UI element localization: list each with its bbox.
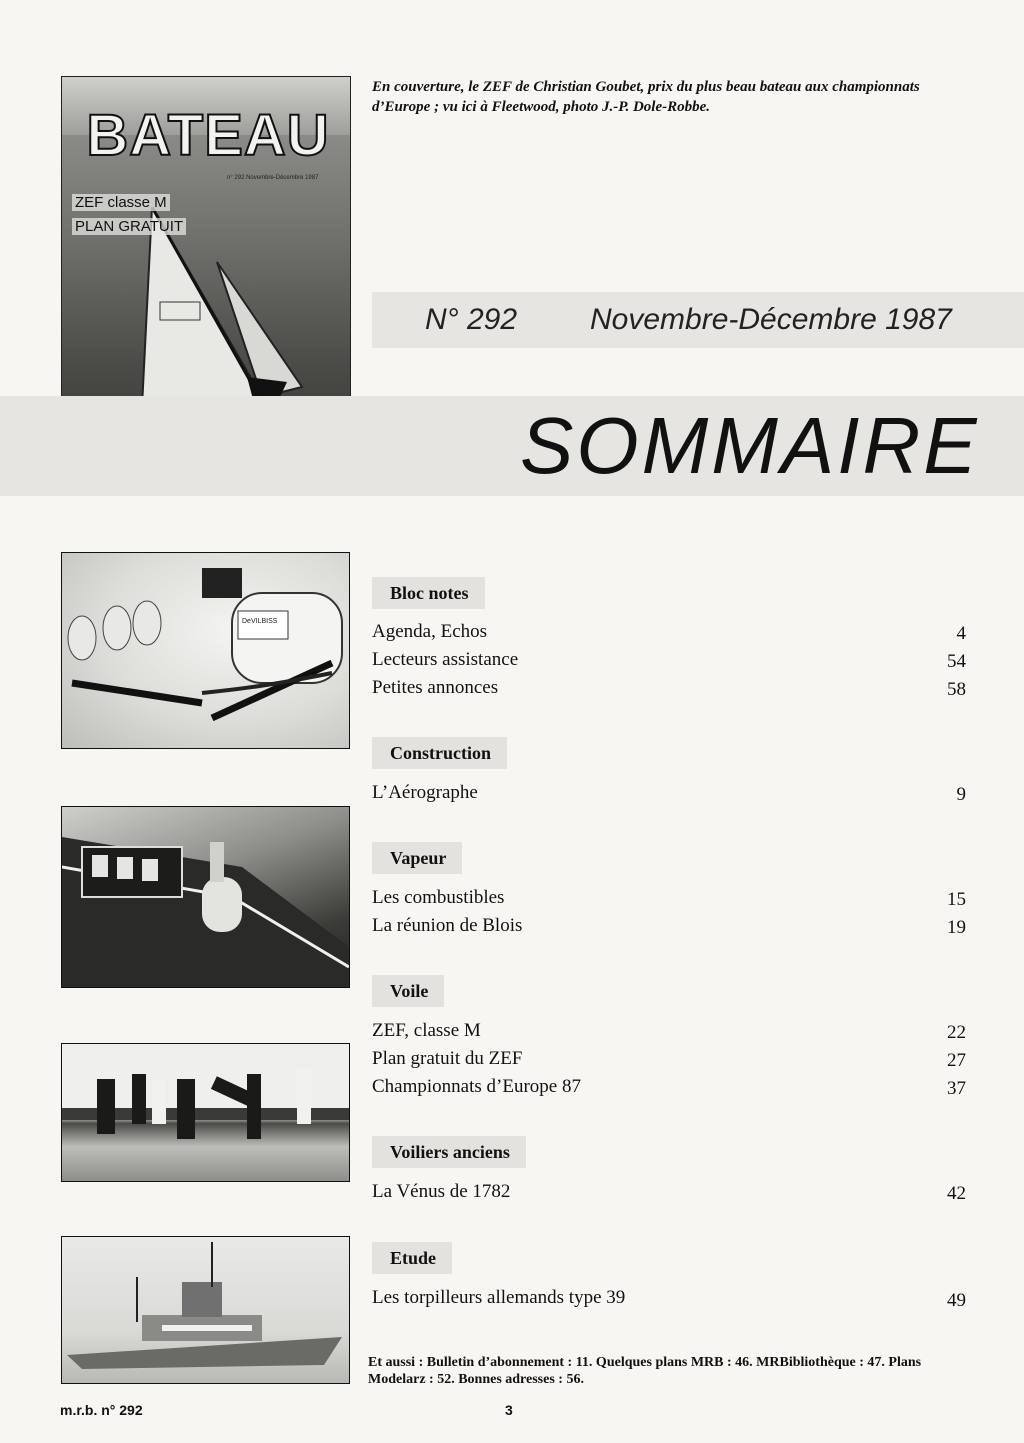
toc-entry: Les torpilleurs allemands type 39: [372, 1287, 626, 1308]
cover-headline-zef: ZEF classe M: [72, 194, 170, 211]
section-vapeur: Vapeur: [372, 842, 462, 874]
toc-entry: Lecteurs assistance: [372, 649, 519, 670]
toc-entry: La Vénus de 1782: [372, 1181, 511, 1202]
toc-page: 27: [947, 1050, 966, 1071]
brand-label: DeVILBISS: [242, 618, 278, 625]
celebration-photo: [61, 1043, 350, 1182]
airbrush-compressor-illustration: [62, 553, 349, 748]
people-on-pier-illustration: [62, 1044, 349, 1181]
toc-page: 15: [947, 889, 966, 910]
toc-page: 4: [956, 623, 966, 644]
toc-page: 22: [947, 1022, 966, 1043]
toc-page: 58: [947, 679, 966, 700]
airbrush-photo: [61, 552, 350, 749]
cover-title: BATEAU: [86, 103, 330, 168]
steam-launch-illustration: [62, 807, 349, 987]
also-note: Et aussi : Bulletin d’abonnement : 11. Quelques plans MRB : 46. MRBibliothèque : 47. Plans Modelarz : 52. Bonnes adresses : 56.: [368, 1355, 922, 1387]
toc-entry: Championnats d’Europe 87: [372, 1076, 581, 1097]
section-voiliers-anciens: Voiliers anciens: [372, 1136, 526, 1168]
warship-illustration: [62, 1237, 349, 1383]
toc-page: 19: [947, 917, 966, 938]
page-title: SOMMAIRE: [520, 401, 980, 490]
toc-page: 49: [947, 1290, 966, 1311]
toc-entry: Les combustibles: [372, 887, 505, 908]
toc-page: 42: [947, 1183, 966, 1204]
toc-entry: La réunion de Blois: [372, 915, 523, 936]
issue-number: N° 292: [425, 303, 518, 336]
torpedo-boat-photo: [61, 1236, 350, 1384]
page-number: 3: [505, 1402, 513, 1418]
section-construction: Construction: [372, 737, 507, 769]
steam-launch-photo: [61, 806, 350, 988]
cover-headline-plan: PLAN GRATUIT: [72, 218, 186, 235]
toc-page: 37: [947, 1078, 966, 1099]
toc-entry: Petites annonces: [372, 677, 499, 698]
cover-caption: En couverture, le ZEF de Christian Goubet, prix du plus beau bateau aux championnats d’Europe ; vu ici à Fleetwood, photo J.-P. Dole-Robbe.: [372, 79, 920, 115]
section-voile: Voile: [372, 975, 444, 1007]
toc-page: 9: [956, 784, 966, 805]
publication-footer: m.r.b. n° 292: [60, 1402, 143, 1418]
section-bloc-notes: Bloc notes: [372, 577, 485, 609]
issue-date: Novembre-Décembre 1987: [590, 303, 952, 336]
toc-entry: Agenda, Echos: [372, 621, 488, 642]
section-etude: Etude: [372, 1242, 452, 1274]
toc-page: 54: [947, 651, 966, 672]
toc-entry: L’Aérographe: [372, 782, 478, 803]
cover-issue-info: n° 292 Novembre-Décembre 1987: [227, 175, 319, 181]
toc-entry: ZEF, classe M: [372, 1020, 481, 1041]
toc-entry: Plan gratuit du ZEF: [372, 1048, 523, 1069]
